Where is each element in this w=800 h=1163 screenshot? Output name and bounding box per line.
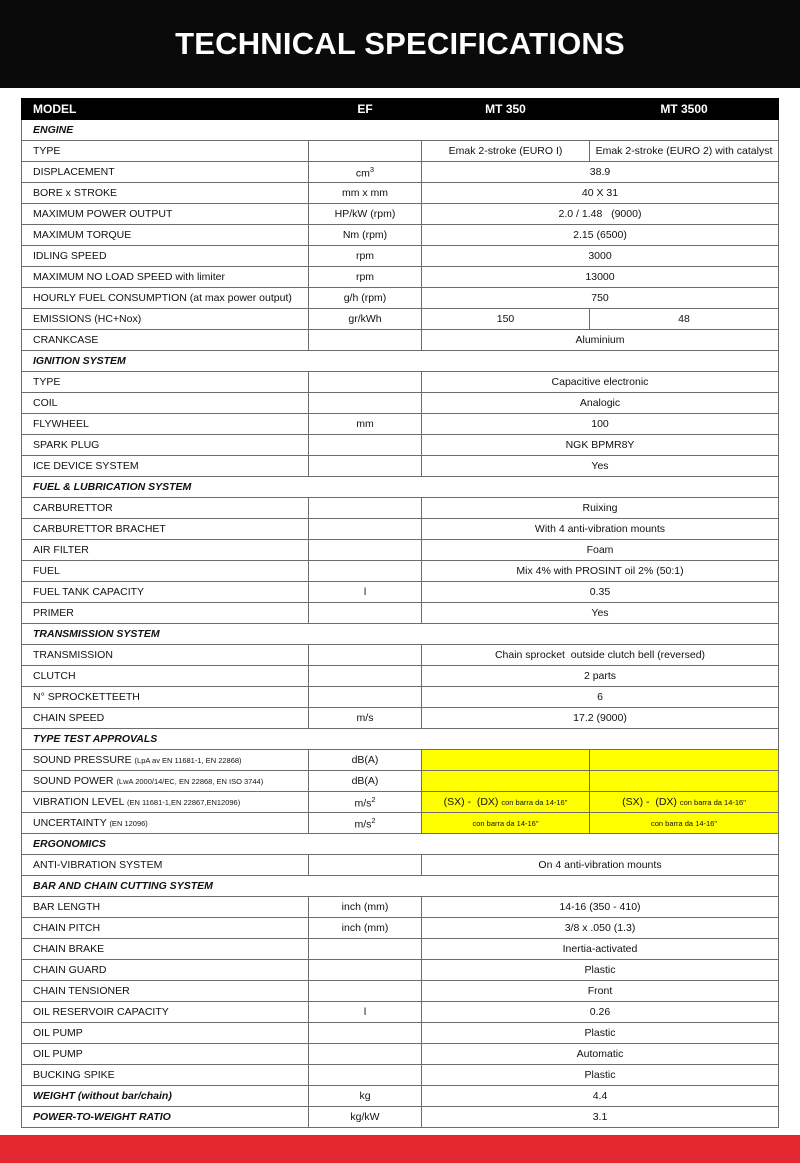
row-unit	[309, 540, 422, 561]
table-row	[22, 1086, 779, 1107]
table-row	[22, 750, 779, 771]
row-unit	[309, 939, 422, 960]
row-value: Analogic	[422, 393, 779, 414]
row-unit	[309, 645, 422, 666]
row-value: Plastic	[422, 1065, 779, 1086]
value-note: con barra da 14-16"	[501, 798, 568, 807]
section-title: TYPE TEST APPROVALS	[22, 729, 779, 750]
row-label: COIL	[22, 393, 309, 414]
table-row	[22, 603, 779, 624]
row-value: Capacitive electronic	[422, 372, 779, 393]
row-value: Aluminium	[422, 330, 779, 351]
row-unit: dB(A)	[309, 771, 422, 792]
label-standard: (EN 12096)	[109, 819, 148, 828]
row-value: 13000	[422, 267, 779, 288]
row-unit	[309, 813, 422, 834]
footer-color-bar	[0, 1135, 800, 1163]
table-row	[22, 141, 779, 162]
row-value-mt3500	[590, 750, 779, 771]
value-text: (SX) - (DX)	[622, 796, 677, 808]
row-value: 3/8 x .050 (1.3)	[422, 918, 779, 939]
row-label: CHAIN SPEED	[22, 708, 309, 729]
ef-header: EF	[309, 99, 422, 120]
row-label	[22, 771, 309, 792]
page-title: TECHNICAL SPECIFICATIONS	[175, 26, 625, 61]
table-row	[22, 414, 779, 435]
section-row	[22, 729, 779, 750]
table-row	[22, 519, 779, 540]
row-unit: g/h (rpm)	[309, 288, 422, 309]
row-label: BUCKING SPIKE	[22, 1065, 309, 1086]
mt350-header: MT 350	[422, 99, 590, 120]
row-label: POWER-TO-WEIGHT RATIO	[22, 1107, 309, 1128]
row-label: MAXIMUM NO LOAD SPEED with limiter	[22, 267, 309, 288]
label-standard: (LwA 2000/14/EC, EN 22868, EN ISO 3744)	[116, 777, 264, 786]
row-value-mt350	[422, 750, 590, 771]
unit-text: cm	[355, 167, 370, 180]
row-value: 2 parts	[422, 666, 779, 687]
row-value-mt3500: 48	[590, 309, 779, 330]
table-row	[22, 267, 779, 288]
table-row	[22, 162, 779, 183]
label-text: SOUND PRESSURE	[33, 754, 132, 766]
section-title: FUEL & LUBRICATION SYSTEM	[22, 477, 779, 498]
table-row	[22, 1065, 779, 1086]
row-label: N° SPROCKETTEETH	[22, 687, 309, 708]
row-unit	[309, 393, 422, 414]
row-label: FLYWHEEL	[22, 414, 309, 435]
row-value: Inertia-activated	[422, 939, 779, 960]
row-unit	[309, 792, 422, 813]
row-label: TYPE	[22, 141, 309, 162]
row-unit: dB(A)	[309, 750, 422, 771]
row-unit	[309, 666, 422, 687]
row-label	[22, 792, 309, 813]
label-text: VIBRATION LEVEL	[33, 796, 125, 808]
row-unit	[309, 456, 422, 477]
table-row	[22, 855, 779, 876]
row-value: Mix 4% with PROSINT oil 2% (50:1)	[422, 561, 779, 582]
row-value: Front	[422, 981, 779, 1002]
table-row	[22, 960, 779, 981]
row-value-mt3500: Emak 2-stroke (EURO 2) with catalyst	[590, 141, 779, 162]
section-row	[22, 624, 779, 645]
value-note: con barra da 14-16"	[650, 819, 718, 828]
table-row	[22, 981, 779, 1002]
value-note: con barra da 14-16"	[679, 798, 746, 807]
row-value: Ruixing	[422, 498, 779, 519]
row-label: TYPE	[22, 372, 309, 393]
table-row	[22, 225, 779, 246]
row-label: CHAIN TENSIONER	[22, 981, 309, 1002]
table-row	[22, 813, 779, 834]
table-row	[22, 288, 779, 309]
section-title: ENGINE	[22, 120, 779, 141]
table-header-row	[22, 99, 779, 120]
specifications-table	[21, 98, 779, 1128]
value-note: con barra da 14-16"	[472, 819, 539, 828]
table-row	[22, 372, 779, 393]
row-value: 2.0 / 1.48 (9000)	[422, 204, 779, 225]
row-unit	[309, 498, 422, 519]
row-label: PRIMER	[22, 603, 309, 624]
row-value: 750	[422, 288, 779, 309]
row-unit	[309, 561, 422, 582]
row-value: On 4 anti-vibration mounts	[422, 855, 779, 876]
row-unit: inch (mm)	[309, 918, 422, 939]
row-unit	[309, 1023, 422, 1044]
row-unit: HP/kW (rpm)	[309, 204, 422, 225]
row-value: 3.1	[422, 1107, 779, 1128]
row-unit: gr/kWh	[309, 309, 422, 330]
row-label: SPARK PLUG	[22, 435, 309, 456]
row-value: Foam	[422, 540, 779, 561]
row-value-mt3500	[590, 792, 779, 813]
table-row	[22, 1002, 779, 1023]
table-row	[22, 687, 779, 708]
value-text: (SX) - (DX)	[443, 796, 499, 808]
row-value: 6	[422, 687, 779, 708]
row-unit	[309, 162, 422, 183]
table-row	[22, 435, 779, 456]
row-value: Yes	[422, 603, 779, 624]
table-row	[22, 330, 779, 351]
row-label: IDLING SPEED	[22, 246, 309, 267]
row-unit: kg/kW	[309, 1107, 422, 1128]
row-label: EMISSIONS (HC+Nox)	[22, 309, 309, 330]
table-row	[22, 792, 779, 813]
row-unit: Nm (rpm)	[309, 225, 422, 246]
table-row	[22, 561, 779, 582]
row-label: WEIGHT (without bar/chain)	[22, 1086, 309, 1107]
section-row	[22, 477, 779, 498]
table-row	[22, 309, 779, 330]
row-label: CHAIN GUARD	[22, 960, 309, 981]
row-label	[22, 750, 309, 771]
section-title: TRANSMISSION SYSTEM	[22, 624, 779, 645]
row-label: OIL PUMP	[22, 1023, 309, 1044]
row-value: 100	[422, 414, 779, 435]
table-row	[22, 204, 779, 225]
row-unit	[309, 960, 422, 981]
row-unit: inch (mm)	[309, 897, 422, 918]
unit-text: m/s	[354, 797, 372, 810]
row-value: 38.9	[422, 162, 779, 183]
row-unit: rpm	[309, 267, 422, 288]
row-unit	[309, 435, 422, 456]
table-row	[22, 645, 779, 666]
section-row	[22, 351, 779, 372]
row-value-mt350: 150	[422, 309, 590, 330]
row-value: 2.15 (6500)	[422, 225, 779, 246]
row-label: FUEL TANK CAPACITY	[22, 582, 309, 603]
row-label: DISPLACEMENT	[22, 162, 309, 183]
row-value: 40 X 31	[422, 183, 779, 204]
row-value: Plastic	[422, 960, 779, 981]
row-label: OIL RESERVOIR CAPACITY	[22, 1002, 309, 1023]
table-row	[22, 1044, 779, 1065]
row-unit	[309, 519, 422, 540]
row-value: 3000	[422, 246, 779, 267]
row-label: TRANSMISSION	[22, 645, 309, 666]
row-unit: mm x mm	[309, 183, 422, 204]
unit-superscript: 3	[369, 164, 375, 174]
row-unit	[309, 141, 422, 162]
row-value: NGK BPMR8Y	[422, 435, 779, 456]
row-unit: l	[309, 582, 422, 603]
table-row	[22, 1023, 779, 1044]
row-value: 14-16 (350 - 410)	[422, 897, 779, 918]
unit-superscript: 2	[371, 794, 376, 804]
row-unit: m/s	[309, 708, 422, 729]
row-unit	[309, 603, 422, 624]
table-row	[22, 456, 779, 477]
table-row	[22, 708, 779, 729]
title-banner	[0, 0, 800, 88]
row-value: 4.4	[422, 1086, 779, 1107]
row-value: Plastic	[422, 1023, 779, 1044]
row-unit: l	[309, 1002, 422, 1023]
section-row	[22, 120, 779, 141]
row-unit: kg	[309, 1086, 422, 1107]
row-unit	[309, 687, 422, 708]
model-header: MODEL	[22, 99, 309, 120]
row-label: ICE DEVICE SYSTEM	[22, 456, 309, 477]
row-label: CLUTCH	[22, 666, 309, 687]
row-value: Automatic	[422, 1044, 779, 1065]
row-value-mt350	[422, 792, 590, 813]
row-label: AIR FILTER	[22, 540, 309, 561]
row-label: CARBURETTOR	[22, 498, 309, 519]
table-row	[22, 1107, 779, 1128]
row-label: MAXIMUM TORQUE	[22, 225, 309, 246]
row-label: CARBURETTOR BRACHET	[22, 519, 309, 540]
row-label: BAR LENGTH	[22, 897, 309, 918]
label-text: UNCERTAINTY	[33, 817, 107, 829]
table-row	[22, 666, 779, 687]
row-unit: rpm	[309, 246, 422, 267]
label-text: SOUND POWER	[33, 775, 114, 787]
row-label: CHAIN BRAKE	[22, 939, 309, 960]
row-label: CRANKCASE	[22, 330, 309, 351]
unit-superscript: 2	[371, 815, 376, 825]
section-title: BAR AND CHAIN CUTTING SYSTEM	[22, 876, 779, 897]
row-value-mt3500	[590, 771, 779, 792]
table-row	[22, 582, 779, 603]
row-value: 0.26	[422, 1002, 779, 1023]
row-value: 17.2 (9000)	[422, 708, 779, 729]
label-standard: (EN 11681-1,EN 22867,EN12096)	[126, 798, 241, 807]
table-row	[22, 771, 779, 792]
row-label: OIL PUMP	[22, 1044, 309, 1065]
section-title: ERGONOMICS	[22, 834, 779, 855]
row-unit	[309, 330, 422, 351]
table-row	[22, 897, 779, 918]
table-row	[22, 393, 779, 414]
table-row	[22, 918, 779, 939]
row-unit	[309, 372, 422, 393]
row-label: BORE x STROKE	[22, 183, 309, 204]
row-value-mt350	[422, 813, 590, 834]
row-unit	[309, 1044, 422, 1065]
row-unit	[309, 1065, 422, 1086]
row-value-mt350: Emak 2-stroke (EURO I)	[422, 141, 590, 162]
row-value: 0.35	[422, 582, 779, 603]
row-value-mt350	[422, 771, 590, 792]
section-row	[22, 876, 779, 897]
section-title: IGNITION SYSTEM	[22, 351, 779, 372]
row-label: CHAIN PITCH	[22, 918, 309, 939]
mt3500-header: MT 3500	[590, 99, 779, 120]
row-label: ANTI-VIBRATION SYSTEM	[22, 855, 309, 876]
table-row	[22, 498, 779, 519]
label-standard: (LpA av EN 11681-1, EN 22868)	[134, 756, 242, 765]
row-label	[22, 813, 309, 834]
row-value: Yes	[422, 456, 779, 477]
row-label: MAXIMUM POWER OUTPUT	[22, 204, 309, 225]
row-label: FUEL	[22, 561, 309, 582]
table-row	[22, 939, 779, 960]
row-value: With 4 anti-vibration mounts	[422, 519, 779, 540]
section-row	[22, 834, 779, 855]
unit-text: m/s	[354, 818, 372, 831]
row-value-mt3500	[590, 813, 779, 834]
row-unit	[309, 981, 422, 1002]
row-unit: mm	[309, 414, 422, 435]
table-row	[22, 540, 779, 561]
table-row	[22, 246, 779, 267]
row-label: HOURLY FUEL CONSUMPTION (at max power output)	[22, 288, 309, 309]
row-unit	[309, 855, 422, 876]
row-value: Chain sprocket outside clutch bell (reversed)	[422, 645, 779, 666]
table-row	[22, 183, 779, 204]
